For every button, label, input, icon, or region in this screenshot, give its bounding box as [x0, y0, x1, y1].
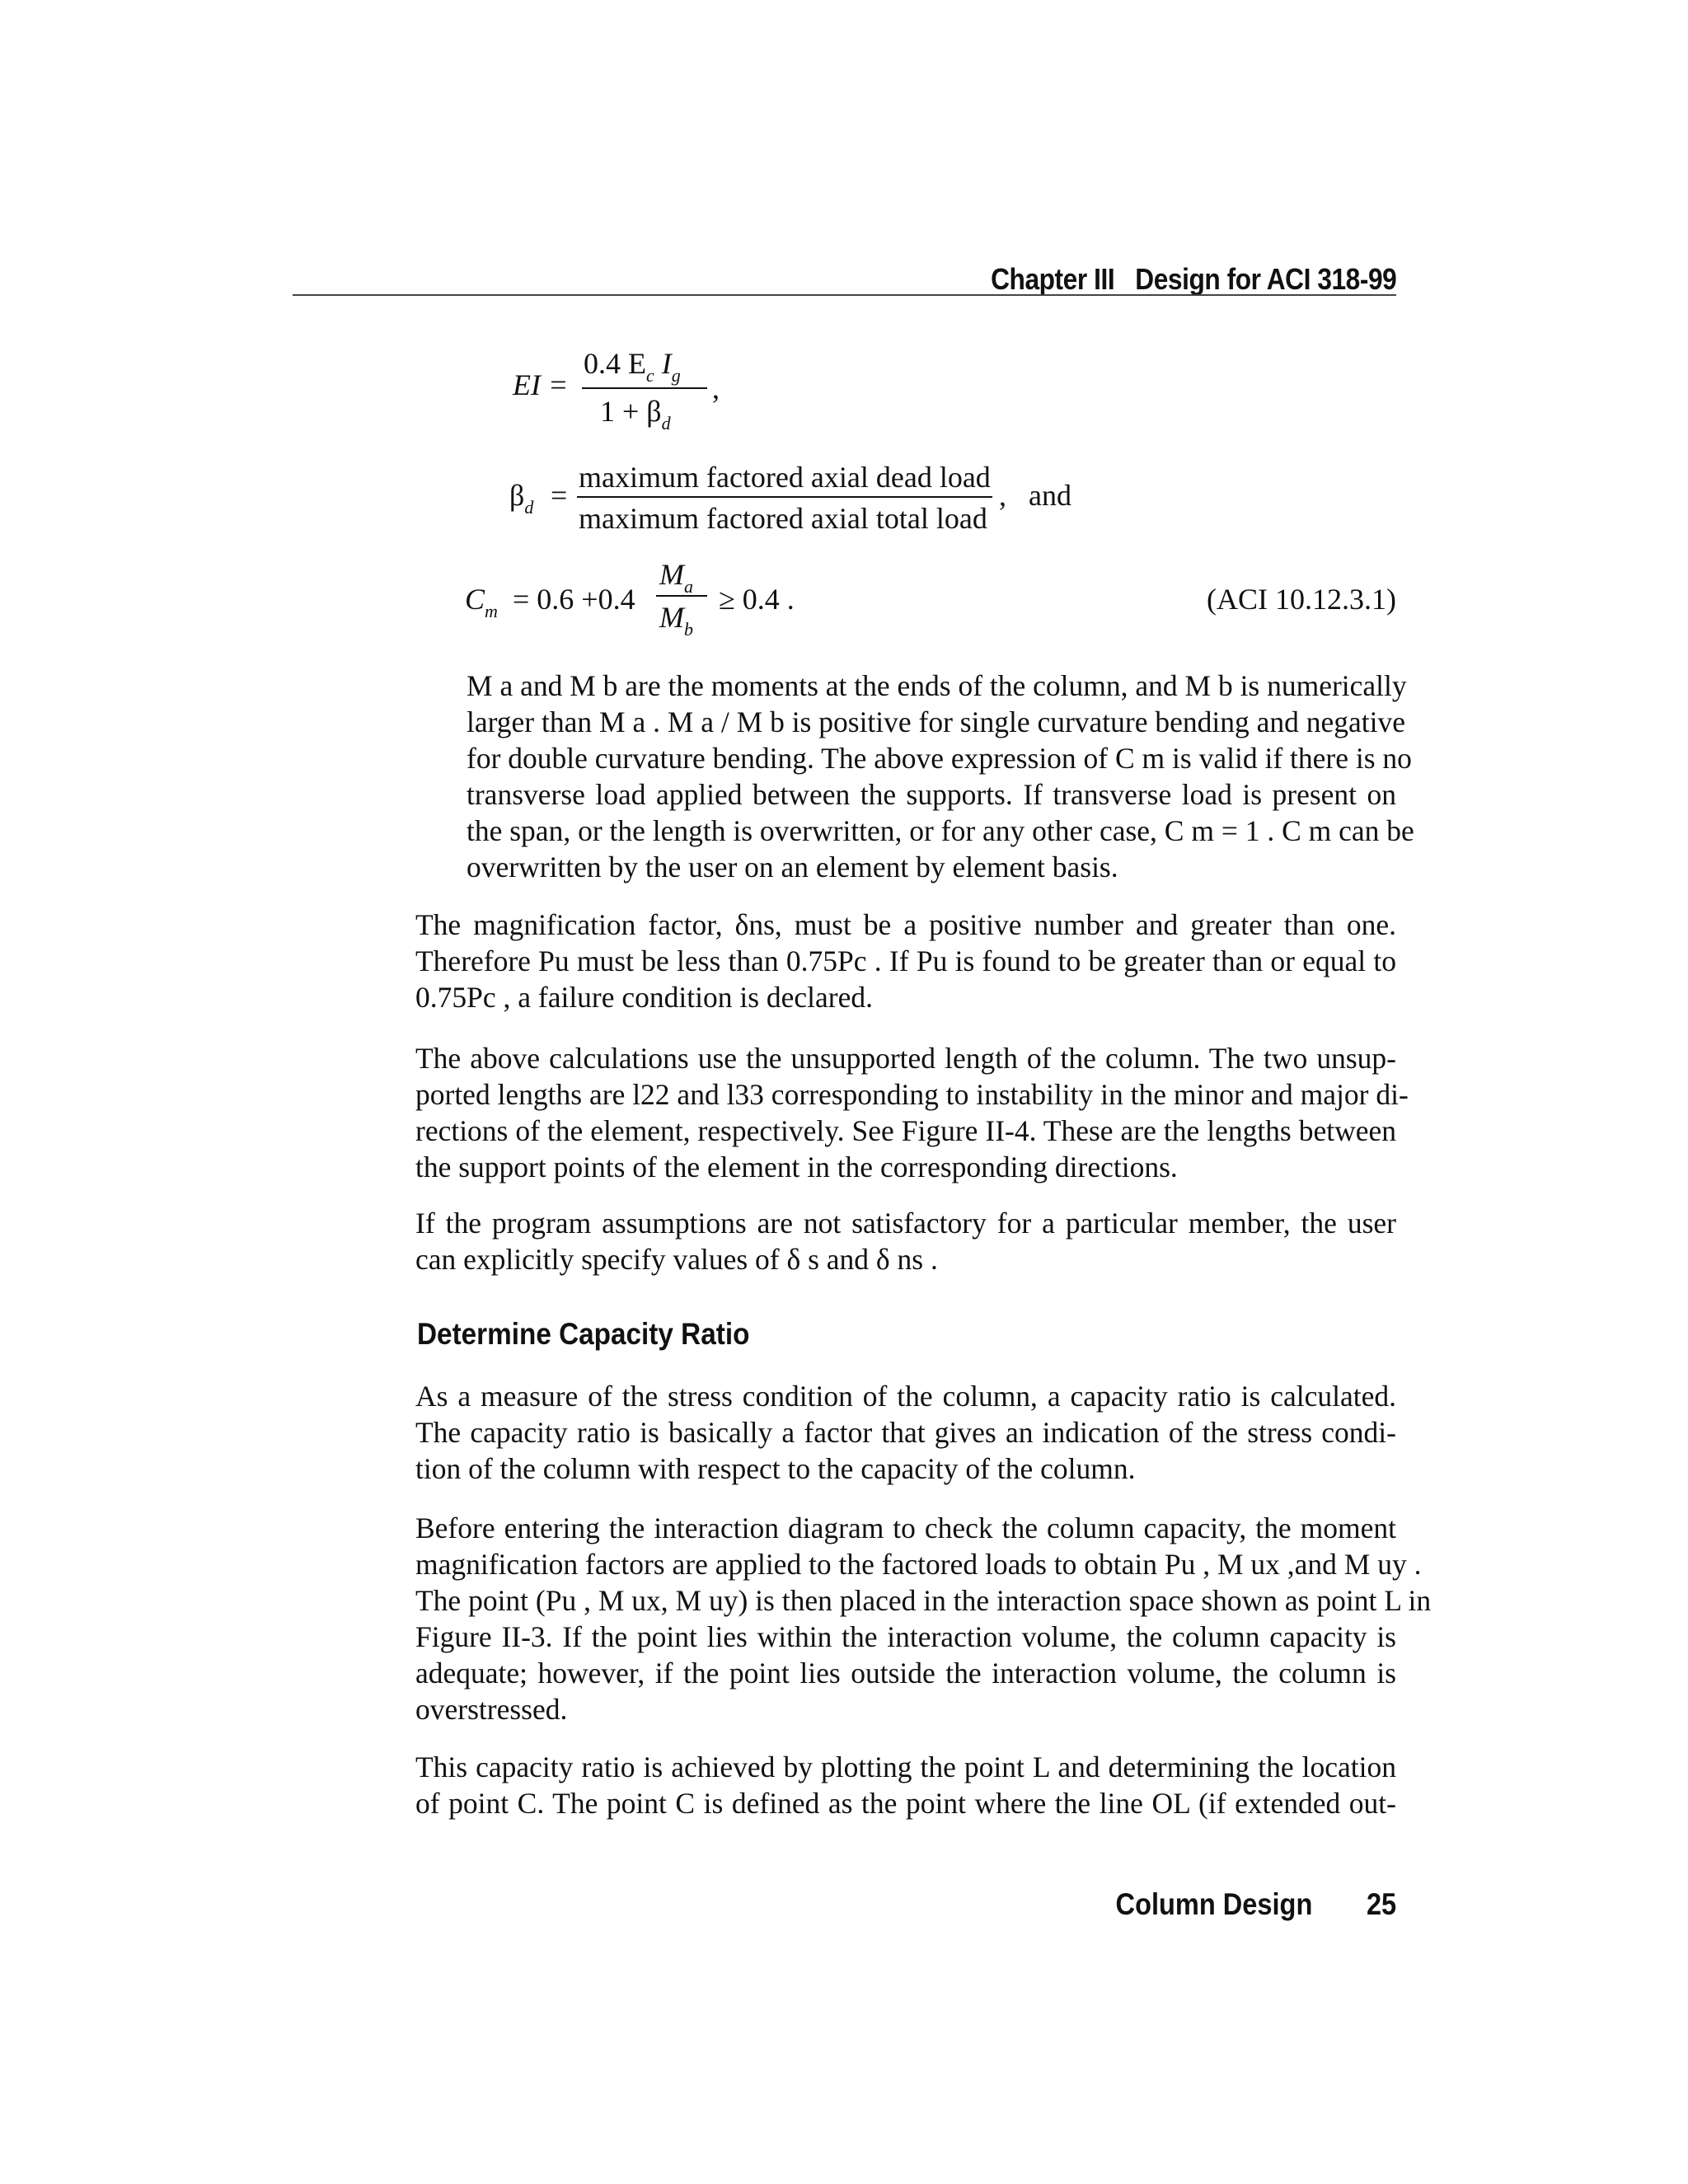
- beta-fraction-bar: [577, 496, 992, 498]
- text-line: adequate; however, if the point lies outside the interaction volume, the column is: [415, 1657, 1396, 1690]
- text-line: rections of the element, respectively. See Figure II-4. These are the lengths between: [415, 1114, 1396, 1147]
- beta-lhs: $\beta_d$: [509, 479, 534, 518]
- paragraph-moments: [467, 668, 1414, 885]
- header-chapter: Chapter III: [990, 262, 1114, 296]
- text-line: Figure II-3. If the point lies within the interaction volume, the column capacity is: [415, 1620, 1396, 1653]
- header-rule: [293, 294, 1396, 296]
- running-header: [991, 262, 1396, 297]
- text-line: overstressed.: [415, 1693, 568, 1726]
- text-line: Therefore Pu must be less than 0.75Pc . If Pu is found to be greater than or equal to: [415, 944, 1396, 977]
- text-line: ported lengths are l22 and l33 corresponding to instability in the minor and major di-: [415, 1078, 1409, 1111]
- beta-and: , and: [999, 479, 1071, 512]
- beta-denominator: maximum factored axial total load: [579, 502, 987, 535]
- text-line: for double curvature bending. The above expression of C m is valid if there is no: [467, 742, 1412, 775]
- beta-numerator: maximum factored axial dead load: [579, 461, 991, 494]
- text-line: M a and M b are the moments at the ends of the column, and M b is numerically: [467, 669, 1407, 702]
- text-line: The magnification factor, δns, must be a positive number and greater than one.: [415, 908, 1396, 941]
- cm-tail: ≥ 0.4 .: [719, 583, 795, 616]
- cm-fraction-bar: [656, 595, 707, 597]
- paragraph-magnification: [415, 907, 1396, 1015]
- text-line: overwritten by the user on an element by element basis.: [467, 851, 1118, 883]
- footer-section: Column Design: [1115, 1887, 1312, 1921]
- text-line: can explicitly specify values of δ s and δ ns .: [415, 1243, 938, 1276]
- text-line: Before entering the interaction diagram to check the column capacity, the moment: [415, 1511, 1396, 1544]
- paragraph-interaction-diagram: [415, 1510, 1432, 1727]
- paragraph-capacity-ratio: [415, 1378, 1396, 1487]
- text-line: If the program assumptions are not satisfactory for a particular member, the user: [415, 1207, 1396, 1240]
- paragraph-assumptions: [415, 1205, 1396, 1277]
- text-line: the span, or the length is overwritten, or for any other case, C m = 1 . C m can be: [467, 814, 1414, 847]
- beta-equals: =: [551, 479, 568, 512]
- text-line: As a measure of the stress condition of the column, a capacity ratio is calculated.: [415, 1380, 1396, 1413]
- cm-middle: = 0.6 +0.4: [513, 583, 635, 616]
- cm-denominator: $M_b$: [659, 601, 693, 640]
- text-line: The capacity ratio is basically a factor that gives an indication of the stress condi-: [415, 1416, 1396, 1449]
- ei-comma: ,: [712, 372, 720, 405]
- paragraph-unsupported-length: [415, 1040, 1409, 1185]
- text-line: transverse load applied between the supports. If transverse load is present on: [467, 778, 1396, 811]
- ei-lhs: EI =: [513, 368, 569, 401]
- ei-denominator: $1 + \beta_d$: [600, 395, 671, 434]
- section-heading: Determine Capacity Ratio: [417, 1317, 750, 1351]
- text-line: 0.75Pc , a failure condition is declared.: [415, 981, 873, 1014]
- text-line: magnification factors are applied to the factored loads to obtain Pu , M ux ,and M uy .: [415, 1548, 1422, 1581]
- text-line: The above calculations use the unsupported length of the column. The two unsup-: [415, 1042, 1396, 1075]
- equation-reference: (ACI 10.12.3.1): [1207, 583, 1396, 616]
- text-line: tion of the column with respect to the capacity of the column.: [415, 1452, 1136, 1485]
- cm-lhs: $C_m$: [465, 583, 498, 621]
- text-line: of point C. The point C is defined as the point where the line OL (if extended out-: [415, 1787, 1396, 1820]
- text-line: The point (Pu , M ux, M uy) is then placed in the interaction space shown as point L in: [415, 1584, 1432, 1617]
- cm-numerator: $M_a$: [659, 558, 693, 597]
- ei-fraction-bar: [582, 387, 707, 389]
- ei-numerator: 0.4 $E_c$ $I_g$: [584, 347, 681, 386]
- header-title: Design for ACI 318-99: [1134, 262, 1396, 296]
- text-line: the support points of the element in the corresponding directions.: [415, 1151, 1178, 1183]
- page-number: 25: [1366, 1887, 1396, 1921]
- text-line: This capacity ratio is achieved by plotting the point L and determining the location: [415, 1750, 1396, 1783]
- paragraph-point-c: [415, 1749, 1396, 1821]
- text-line: larger than M a . M a / M b is positive for single curvature bending and negative: [467, 705, 1405, 738]
